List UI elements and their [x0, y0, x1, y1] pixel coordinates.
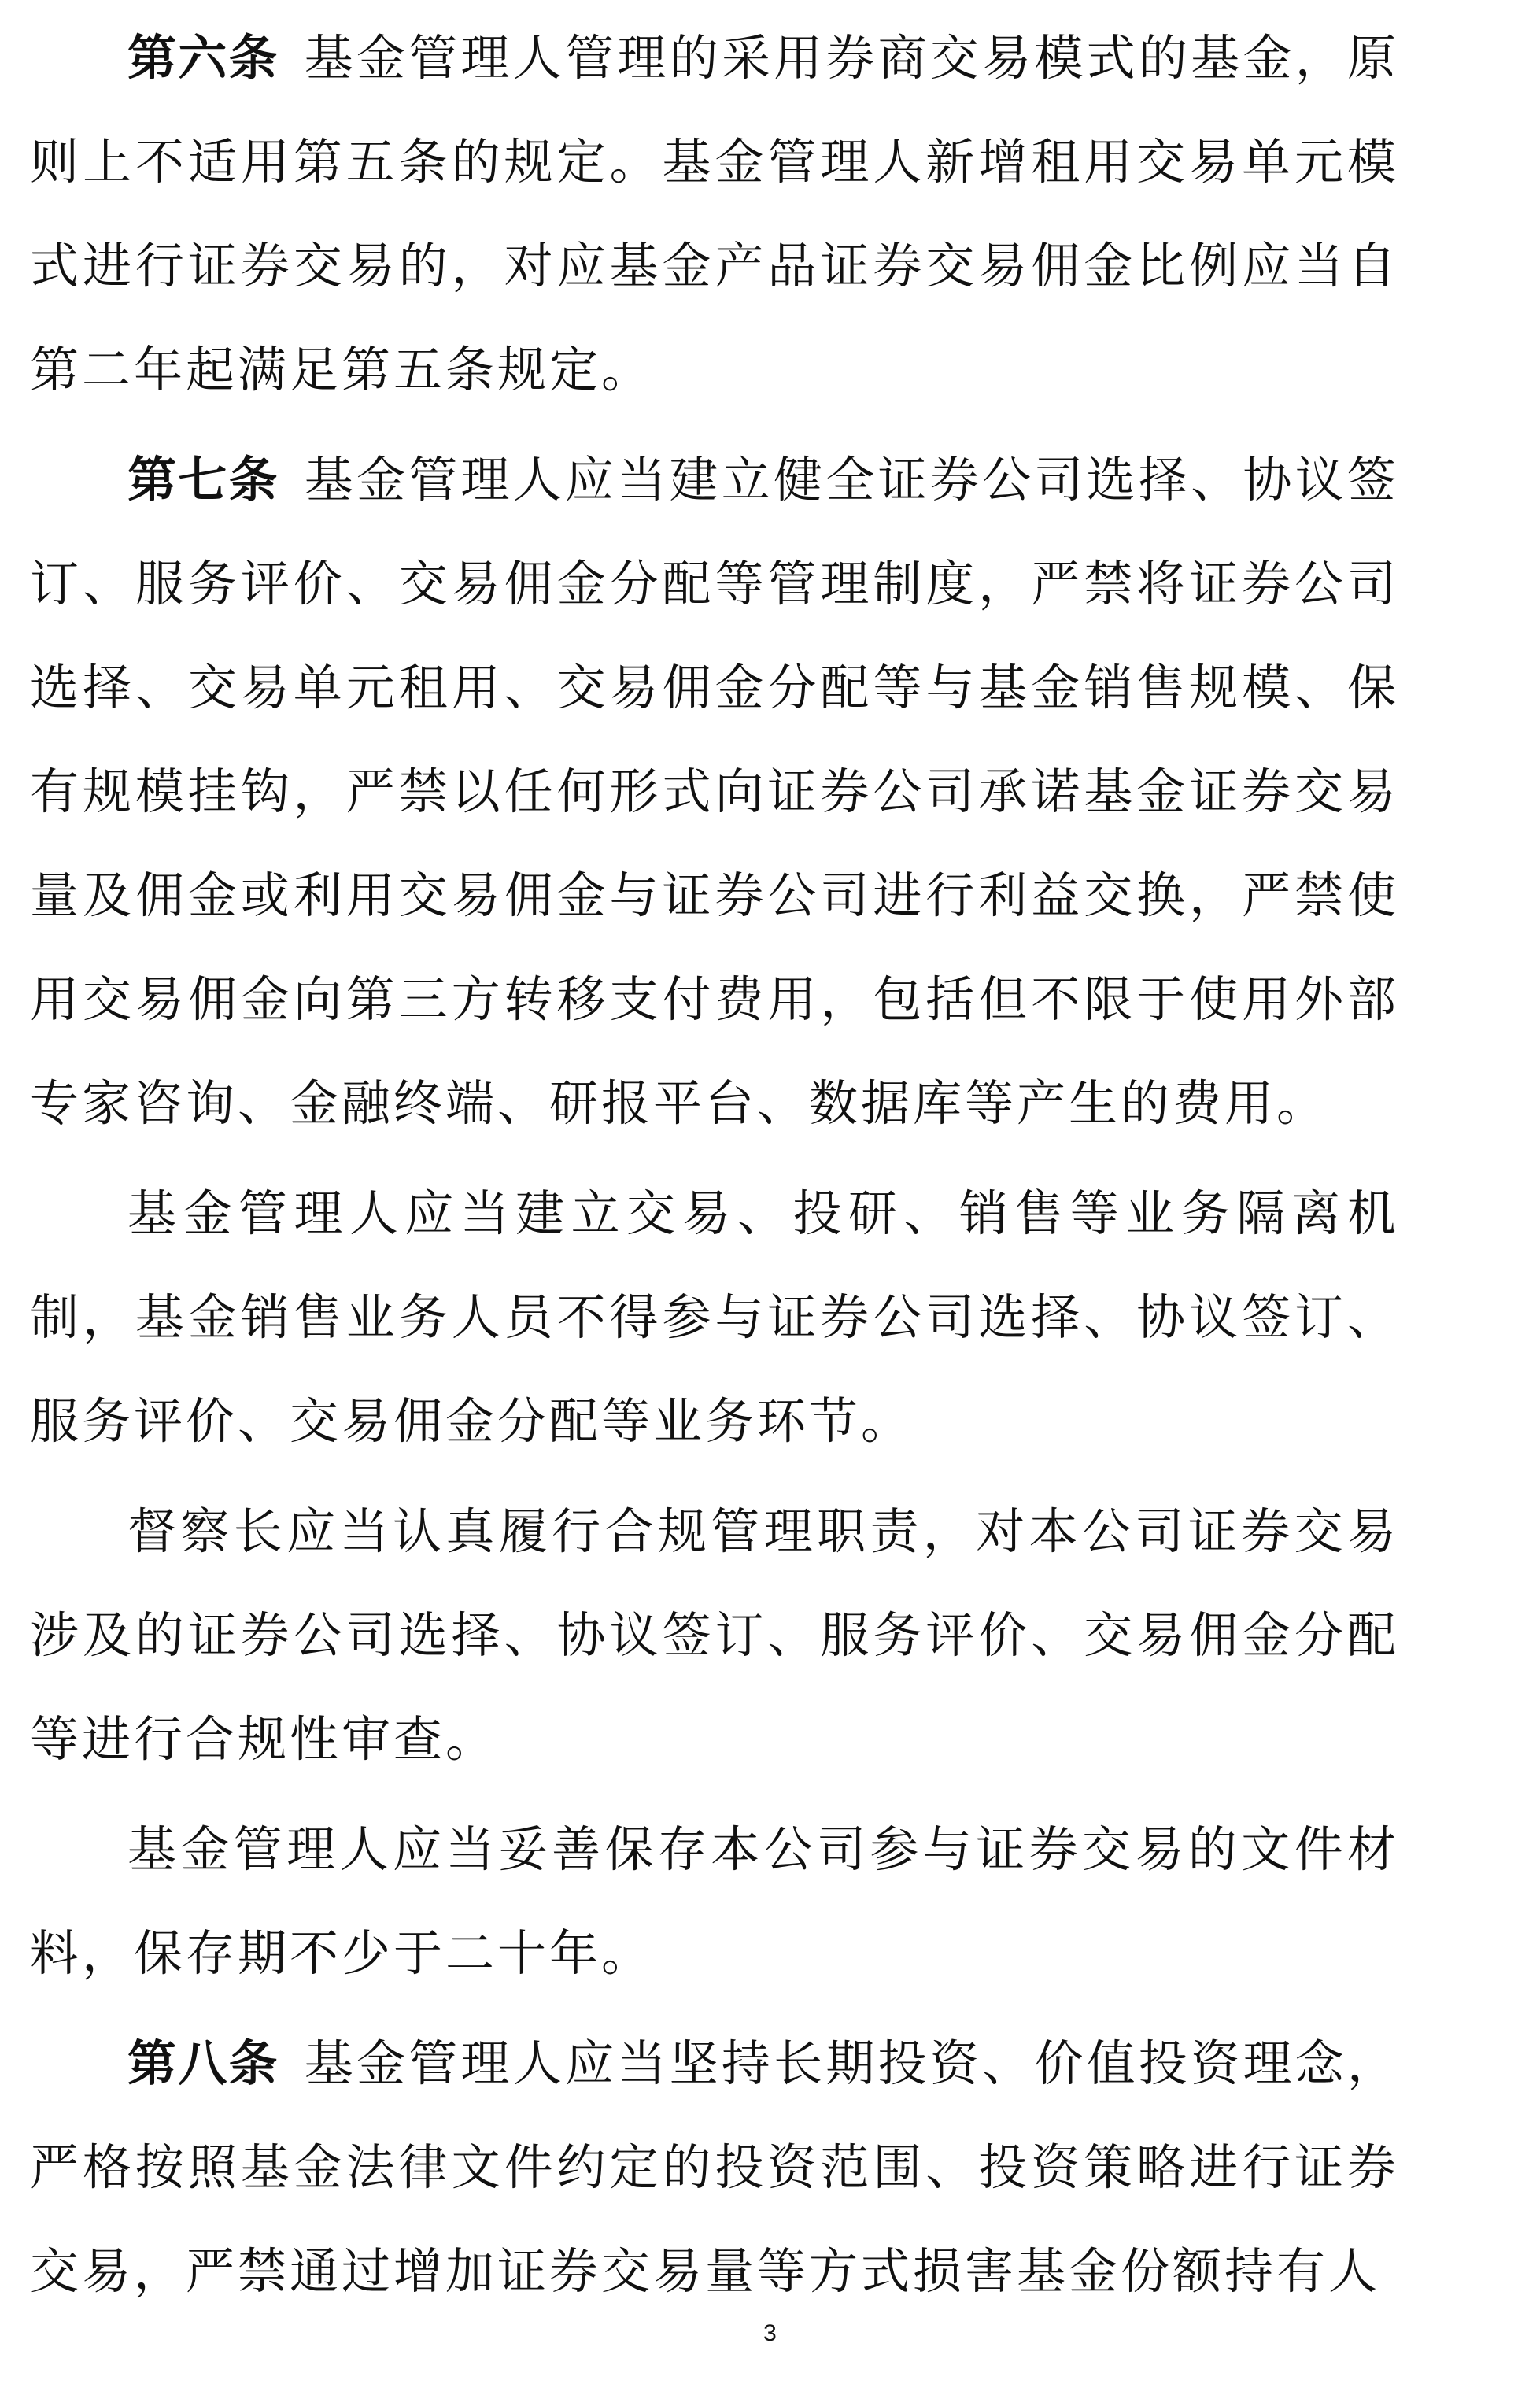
article-label: 第七条: [127, 451, 279, 508]
paragraph-article-6: [30, 6, 1399, 422]
paragraph-text: 基金管理人应当妥善保存本公司参与证券交易的文件材料，保存期不少于二十年。: [30, 1820, 1399, 1982]
paragraph-text: 基金管理人应当坚持长期投资、价值投资理念，严格按照基金法律文件约定的投资范围、投资策略进行证券交易，严禁通过增加证券交易量等方式损害基金份额持有人: [30, 2035, 1399, 2300]
paragraph-article-7: [30, 428, 1399, 1155]
paragraph-compliance: [30, 1480, 1399, 1791]
paragraph-text: 基金管理人应当建立健全证券公司选择、协议签订、服务评价、交易佣金分配等管理制度，严禁将证券公司选择、交易单元租用、交易佣金分配等与基金销售规模、保有规模挂钩，严禁以任何形式向证券公司承诺基金证券交易量及佣金或利用交易佣金与证券公司进行利益交换，严禁使用交易佣金向第三方转移支付费用，包括但不限于使用外部专家咨询、金融终端、研报平台、数据库等产生的费用。: [30, 451, 1399, 1132]
paragraph-article-8: [30, 2012, 1399, 2323]
page-number: 3: [763, 2320, 777, 2346]
article-label: 第六条: [127, 29, 279, 87]
paragraph-retention: [30, 1798, 1399, 2005]
paragraph-text: 基金管理人管理的采用券商交易模式的基金，原则上不适用第五条的规定。基金管理人新增租用交易单元模式进行证券交易的，对应基金产品证券交易佣金比例应当自第二年起满足第五条规定。: [30, 29, 1399, 398]
paragraph-isolation: [30, 1162, 1399, 1473]
article-label: 第八条: [127, 2035, 279, 2092]
paragraph-text: 督察长应当认真履行合规管理职责，对本公司证券交易涉及的证券公司选择、协议签订、服务评价、交易佣金分配等进行合规性审查。: [30, 1502, 1399, 1768]
paragraph-text: 基金管理人应当建立交易、投研、销售等业务隔离机制，基金销售业务人员不得参与证券公司选择、协议签订、服务评价、交易佣金分配等业务环节。: [30, 1185, 1399, 1450]
document-body: [30, 6, 1399, 2330]
